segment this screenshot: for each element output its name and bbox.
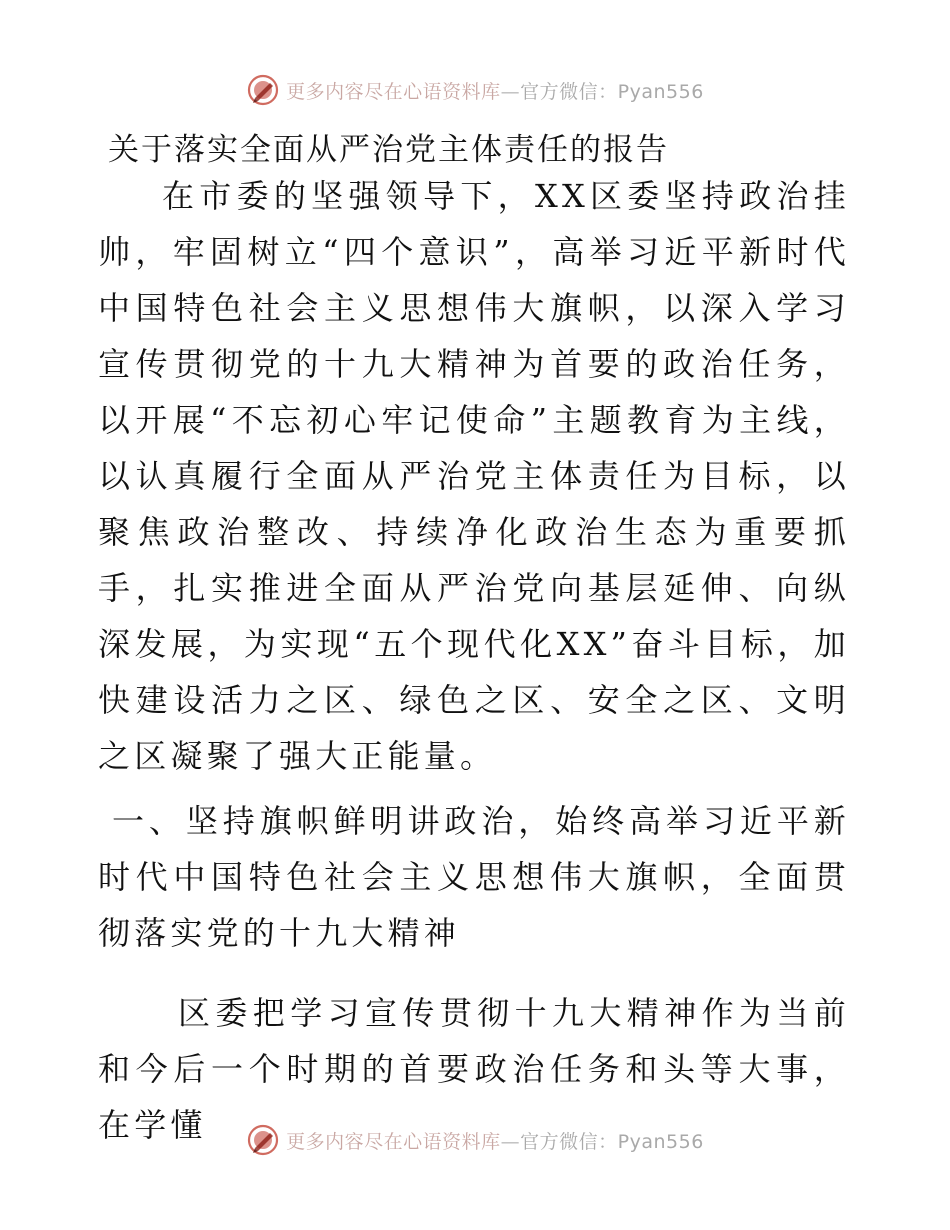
- watermark-text: 更多内容尽在心语资料库: [286, 80, 501, 103]
- paragraph-section-1: 区委把学习宣传贯彻十九大精神作为当前和今后一个时期的首要政治任务和头等大事，在学懂: [98, 994, 850, 1144]
- paragraph-intro: 在市委的坚强领导下，XX区委坚持政治挂帅，牢固树立“四个意识”，高举习近平新时代中国特色社会主义思想伟大旗帜，以深入学习宣传贯彻党的十九大精神为首要的政治任务，以开展“不忘初心牢记使命”主题教育为主线，以认真履行全面从严治党主体责任为目标，以聚焦政治整改、持续净化政治生态为重要抓手，扎实推进全面从严治党向基层延伸、向纵深发展，为实现“五个现代化XX”奋斗目标，加快建设活力之区、绿色之区、安全之区、文明之区凝聚了强大正能量。: [98, 177, 850, 775]
- watermark-separator: —: [500, 80, 521, 103]
- watermark-separator: —: [500, 1130, 521, 1153]
- watermark-text: 更多内容尽在心语资料库: [286, 1130, 501, 1153]
- pen-logo-icon: [246, 1123, 280, 1157]
- document-title: 关于落实全面从严治党主体责任的报告: [108, 132, 669, 168]
- watermark-banner-bottom: [0, 1120, 950, 1160]
- section-heading-1: 一、坚持旗帜鲜明讲政治，始终高举习近平新时代中国特色社会主义思想伟大旗帜，全面贯彻落实党的十九大精神: [98, 802, 850, 952]
- watermark-wechat: 官方微信：Pyan556: [520, 1130, 704, 1153]
- watermark-wechat: 官方微信：Pyan556: [520, 80, 704, 103]
- pen-logo-icon: [246, 73, 280, 107]
- watermark-banner-top: [0, 70, 950, 110]
